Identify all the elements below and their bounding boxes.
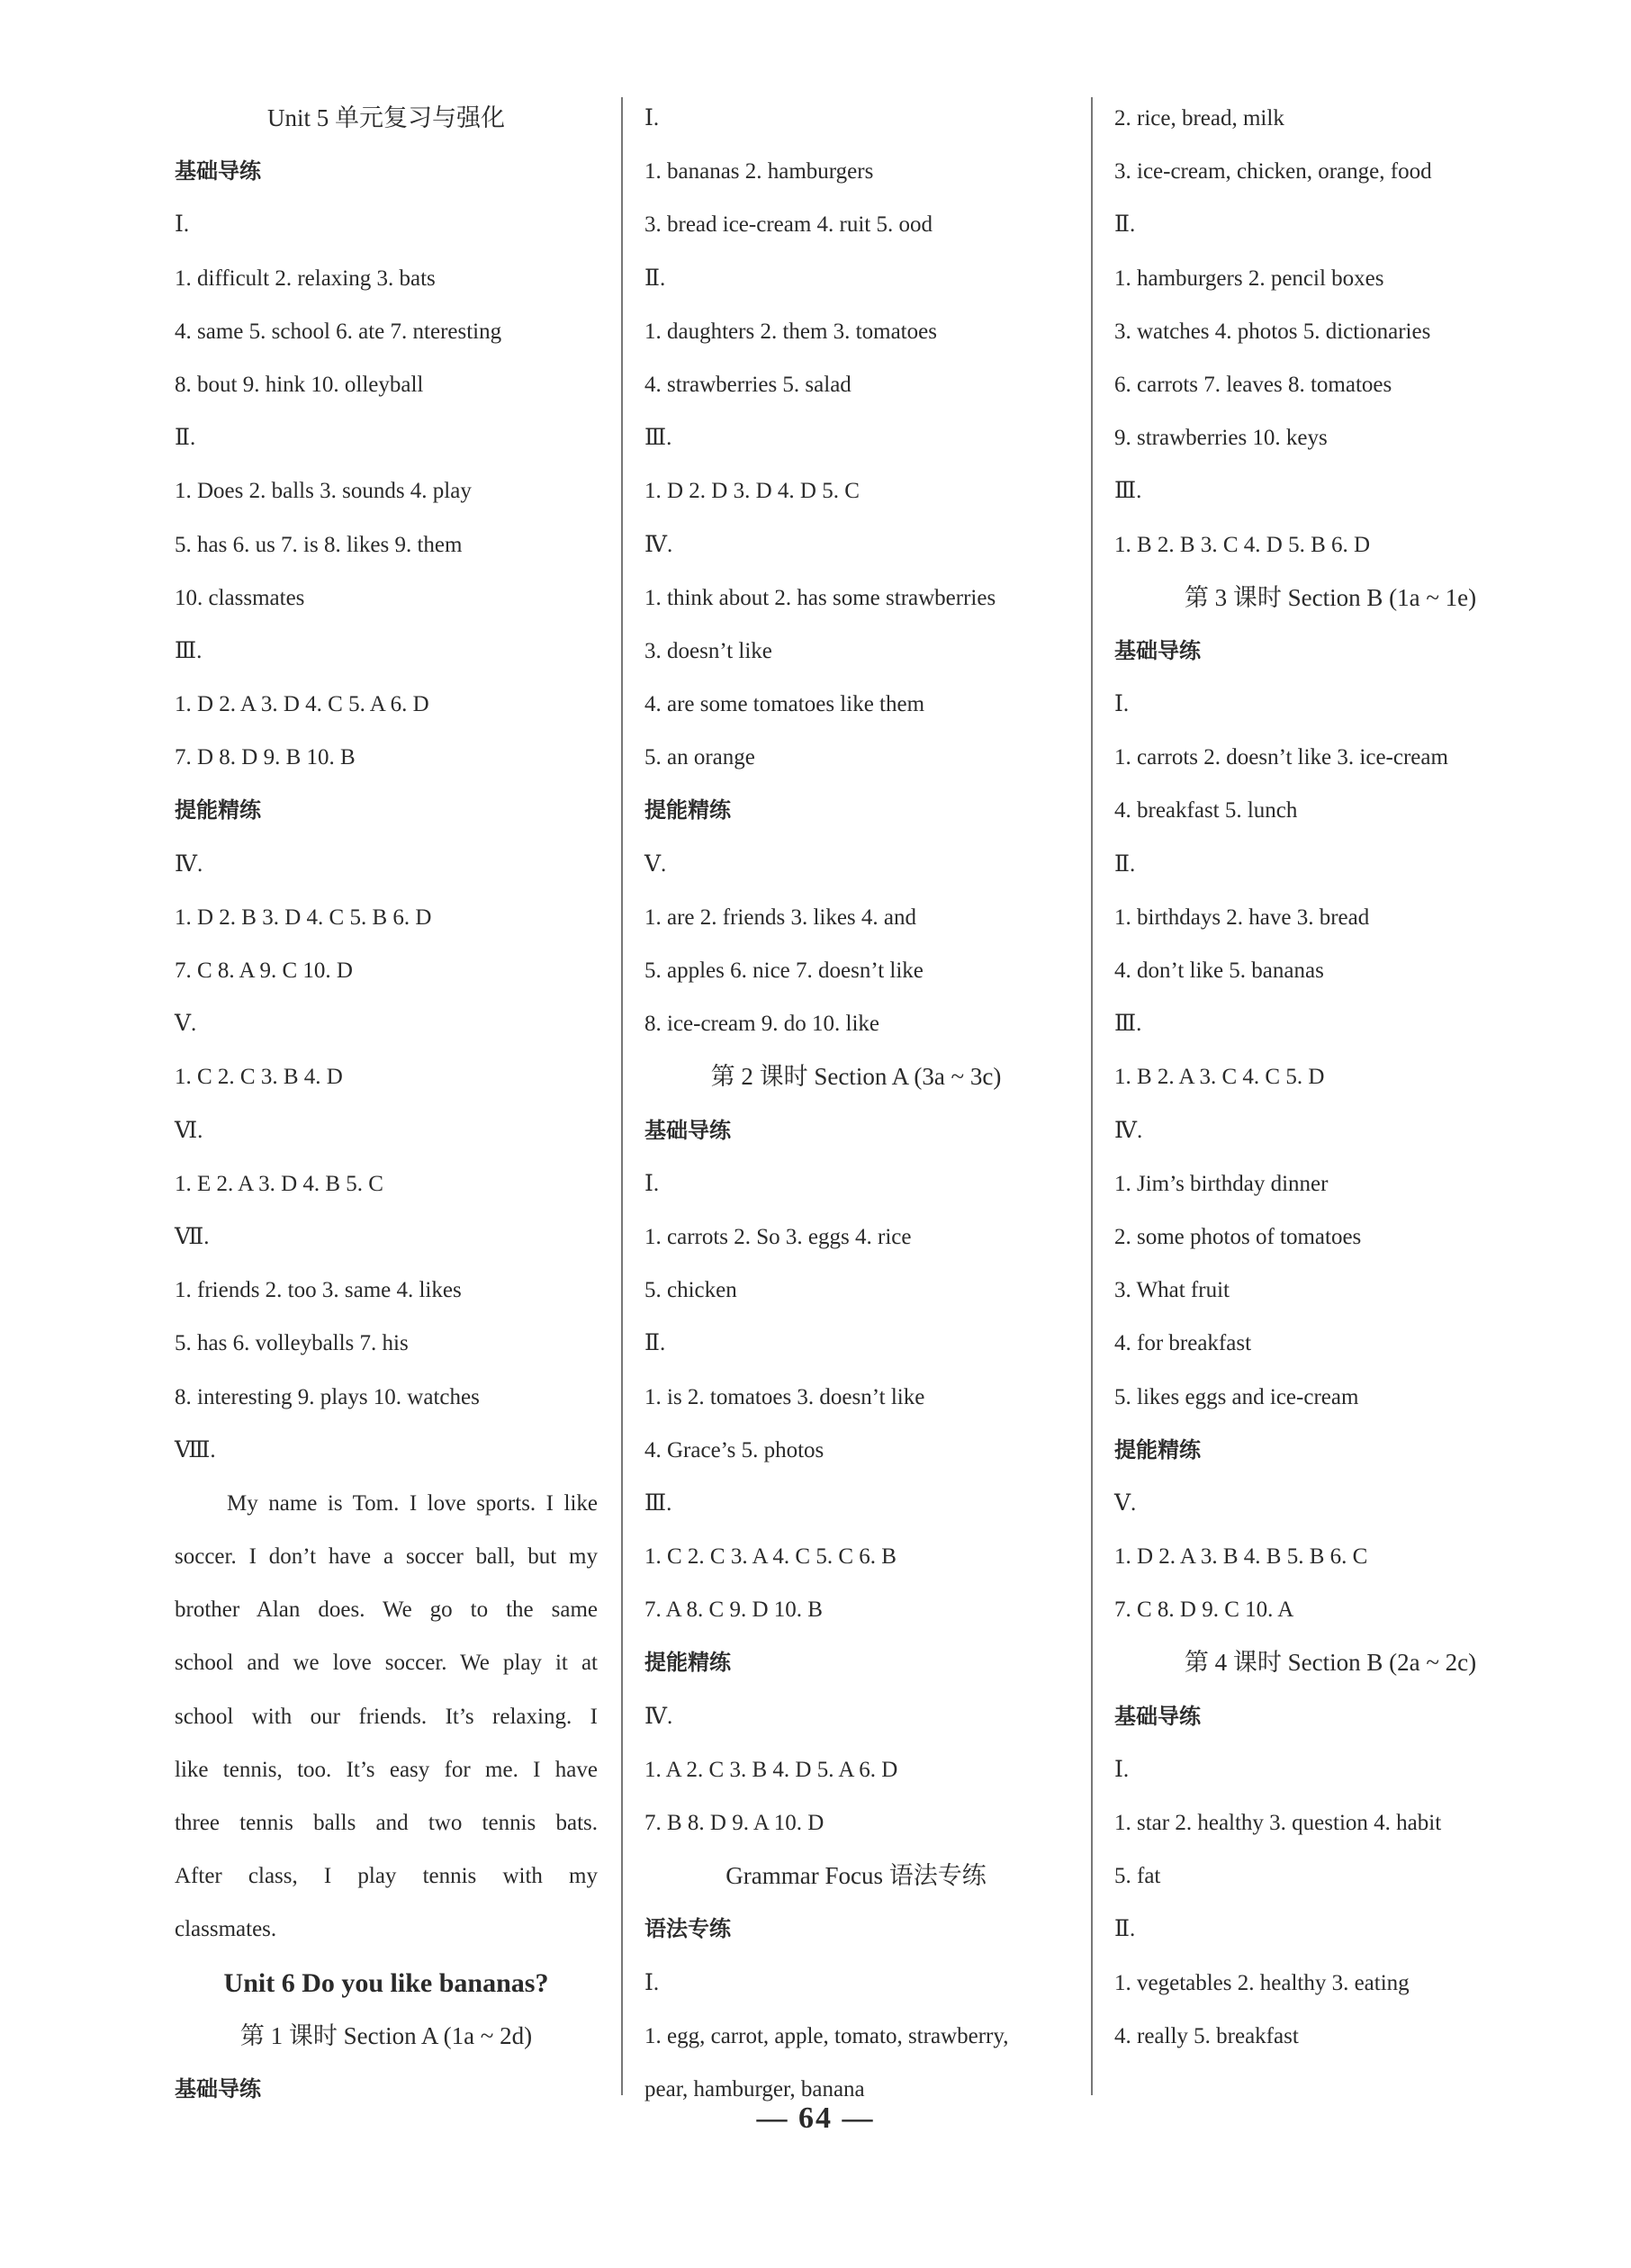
- answer-line: 1. vegetables 2. healthy 3. eating: [1114, 1970, 1410, 1995]
- page-number: — 64 —: [756, 2102, 875, 2135]
- answer-line: 1. daughters 2. them 3. tomatoes: [644, 319, 937, 344]
- answer-line: 3. watches 4. photos 5. dictionaries: [1114, 319, 1431, 344]
- answer-line: 3. doesn’t like: [644, 638, 772, 663]
- lesson-title: Grammar Focus 语法专练: [725, 1862, 987, 1890]
- answer-line: 4. don’t like 5. bananas: [1114, 958, 1324, 983]
- answer-line: 1. C 2. C 3. A 4. C 5. C 6. B: [644, 1544, 897, 1570]
- answer-line: 1. E 2. A 3. D 4. B 5. C: [175, 1171, 383, 1196]
- lesson-title: 第 1 课时 Section A (1a ~ 2d): [239, 2021, 533, 2049]
- answer-line: Ⅷ.: [175, 1437, 216, 1462]
- answer-line: 7. B 8. D 9. A 10. D: [644, 1811, 825, 1835]
- lesson-title: 第 4 课时 Section B (2a ~ 2c): [1184, 1649, 1477, 1677]
- answer-line: 7. A 8. C 9. D 10. B: [644, 1598, 823, 1623]
- section-heading: 基础导练: [175, 158, 261, 184]
- answer-line: Ⅱ.: [175, 426, 196, 451]
- answer-line: 7. D 8. D 9. B 10. B: [175, 745, 356, 770]
- answer-line: like tennis, too. It’s easy for me. I have: [175, 1757, 598, 1782]
- column-divider: [1091, 97, 1093, 2095]
- answer-line: 5. an orange: [644, 745, 755, 770]
- column-divider: [621, 97, 623, 2095]
- answer-line: 1. A 2. C 3. B 4. D 5. A 6. D: [644, 1757, 898, 1782]
- section-heading: 基础导练: [1114, 1703, 1201, 1729]
- answer-line: pear, hamburger, banana: [644, 2076, 865, 2102]
- answer-line: 1. think about 2. has some strawberries: [644, 585, 996, 610]
- answer-line: Ⅳ.: [644, 532, 673, 557]
- answer-line: 1. B 2. A 3. C 4. C 5. D: [1114, 1065, 1325, 1090]
- answer-line: 1. D 2. B 3. D 4. C 5. B 6. D: [175, 904, 432, 930]
- answer-line: Ⅶ.: [175, 1224, 210, 1249]
- answer-line: 7. C 8. A 9. C 10. D: [175, 958, 353, 983]
- answer-line: Ⅳ.: [175, 851, 203, 877]
- answer-line: 2. some photos of tomatoes: [1114, 1224, 1362, 1249]
- answer-line: 1. Jim’s birthday dinner: [1114, 1171, 1329, 1196]
- answer-line: 1. egg, carrot, apple, tomato, strawberry,: [644, 2023, 1009, 2048]
- lesson-title: 第 3 课时 Section B (1a ~ 1e): [1184, 583, 1477, 611]
- answer-line: Ⅱ.: [1114, 1917, 1136, 1942]
- answer-line: Ⅰ.: [1114, 1757, 1130, 1782]
- answer-line: 5. has 6. volleyballs 7. his: [175, 1331, 409, 1356]
- section-heading: 提能精练: [644, 1650, 731, 1676]
- answer-line: Ⅰ.: [644, 106, 660, 130]
- answer-line: 1. Does 2. balls 3. sounds 4. play: [175, 479, 472, 504]
- answer-line: Ⅱ.: [1114, 212, 1136, 238]
- answer-line: 1. hamburgers 2. pencil boxes: [1114, 266, 1384, 291]
- answer-line: school with our friends. It’s relaxing. I: [175, 1704, 598, 1729]
- answer-line: 4. same 5. school 6. ate 7. nteresting: [175, 319, 502, 344]
- answer-line: 2. rice, bread, milk: [1114, 106, 1284, 130]
- section-heading: 基础导练: [1114, 637, 1201, 663]
- answer-line: 1. D 2. D 3. D 4. D 5. C: [644, 479, 860, 504]
- answer-line: Ⅳ.: [1114, 1118, 1143, 1143]
- answer-line: Ⅰ.: [175, 212, 190, 238]
- answer-line: 1. birthdays 2. have 3. bread: [1114, 904, 1370, 930]
- answer-line: 4. for breakfast: [1114, 1331, 1252, 1356]
- answer-line: 1. friends 2. too 3. same 4. likes: [175, 1278, 462, 1303]
- answer-line: 1. bananas 2. hamburgers: [644, 159, 874, 184]
- answer-line: Ⅲ.: [175, 638, 203, 663]
- section-heading: 基础导练: [644, 1117, 731, 1143]
- answer-line: 1. D 2. A 3. D 4. C 5. A 6. D: [175, 692, 429, 717]
- answer-line: Ⅴ.: [644, 851, 667, 877]
- left-column: [175, 92, 598, 2116]
- answer-line: Ⅲ.: [1114, 1012, 1142, 1037]
- section-heading: 基础导练: [175, 2075, 261, 2102]
- answer-line: 1. B 2. B 3. C 4. D 5. B 6. D: [1114, 532, 1371, 557]
- answer-line: Ⅲ.: [1114, 479, 1142, 504]
- answer-line: After class, I play tennis with my: [175, 1864, 598, 1889]
- answer-line: Ⅴ.: [175, 1012, 197, 1037]
- answer-line: 1. difficult 2. relaxing 3. bats: [175, 266, 436, 291]
- answer-line: 10. classmates: [175, 585, 305, 610]
- answer-line: 4. strawberries 5. salad: [644, 372, 852, 397]
- answer-line: 7. C 8. D 9. C 10. A: [1114, 1598, 1294, 1623]
- answer-line: 8. interesting 9. plays 10. watches: [175, 1384, 480, 1409]
- lesson-title: Unit 6 Do you like bananas?: [223, 1967, 549, 1998]
- answer-line: Ⅳ.: [644, 1704, 673, 1729]
- answer-line: 3. bread ice-cream 4. ruit 5. ood: [644, 212, 933, 238]
- answer-line: 3. What fruit: [1114, 1278, 1230, 1303]
- answer-line: Ⅲ.: [644, 1490, 672, 1516]
- middle-column: [644, 92, 1068, 2116]
- answer-line: 1. C 2. C 3. B 4. D: [175, 1065, 343, 1090]
- answer-line: Ⅲ.: [644, 426, 672, 451]
- answer-line: Ⅱ.: [644, 1331, 666, 1356]
- answer-line: 4. breakfast 5. lunch: [1114, 798, 1298, 824]
- answer-line: Ⅵ.: [175, 1118, 203, 1143]
- answer-line: 5. chicken: [644, 1278, 737, 1303]
- answer-line: 3. ice-cream, chicken, orange, food: [1114, 159, 1432, 184]
- answer-line: 1. D 2. A 3. B 4. B 5. B 6. C: [1114, 1544, 1368, 1570]
- answer-line: 1. is 2. tomatoes 3. doesn’t like: [644, 1384, 925, 1409]
- section-heading: 提能精练: [644, 797, 731, 824]
- answer-line: 5. has 6. us 7. is 8. likes 9. them: [175, 532, 463, 557]
- answer-line: 5. fat: [1114, 1864, 1161, 1889]
- section-heading: 提能精练: [175, 797, 261, 824]
- answer-line: Ⅰ.: [644, 1970, 660, 1995]
- answer-line: 1. carrots 2. doesn’t like 3. ice-cream: [1114, 745, 1448, 770]
- lesson-title: Unit 5 单元复习与强化: [266, 104, 505, 131]
- answer-line: Ⅴ.: [1114, 1490, 1137, 1516]
- answer-line: brother Alan does. We go to the same: [175, 1598, 598, 1623]
- answer-line: 4. Grace’s 5. photos: [644, 1437, 825, 1462]
- answer-line: classmates.: [175, 1917, 277, 1942]
- answer-line: 5. apples 6. nice 7. doesn’t like: [644, 958, 924, 983]
- answer-line: three tennis balls and two tennis bats.: [175, 1811, 598, 1835]
- answer-line: 4. are some tomatoes like them: [644, 692, 925, 717]
- answer-line: Ⅰ.: [1114, 692, 1130, 717]
- answer-line: 1. are 2. friends 3. likes 4. and: [644, 904, 917, 930]
- answer-line: Ⅱ.: [1114, 851, 1136, 877]
- answer-line: 5. likes eggs and ice-cream: [1114, 1384, 1359, 1409]
- section-heading: 提能精练: [1114, 1436, 1201, 1462]
- answer-line: 9. strawberries 10. keys: [1114, 426, 1328, 451]
- lesson-title: 第 2 课时 Section A (3a ~ 3c): [710, 1063, 1002, 1091]
- answer-line: 1. star 2. healthy 3. question 4. habit: [1114, 1811, 1442, 1835]
- answer-line: soccer. I don’t have a soccer ball, but my: [175, 1544, 598, 1570]
- answer-line: 6. carrots 7. leaves 8. tomatoes: [1114, 372, 1392, 397]
- answer-line: Ⅰ.: [644, 1171, 660, 1196]
- right-column: [1114, 92, 1546, 2063]
- answer-line: 8. ice-cream 9. do 10. like: [644, 1012, 880, 1037]
- section-heading: 语法专练: [644, 1916, 731, 1942]
- answer-line: My name is Tom. I love sports. I like: [227, 1490, 598, 1516]
- answer-line: 4. really 5. breakfast: [1114, 2023, 1299, 2048]
- answer-line: 1. carrots 2. So 3. eggs 4. rice: [644, 1224, 912, 1249]
- answer-line: school and we love soccer. We play it at: [175, 1651, 598, 1676]
- answer-line: Ⅱ.: [644, 266, 666, 291]
- answer-line: 8. bout 9. hink 10. olleyball: [175, 372, 424, 397]
